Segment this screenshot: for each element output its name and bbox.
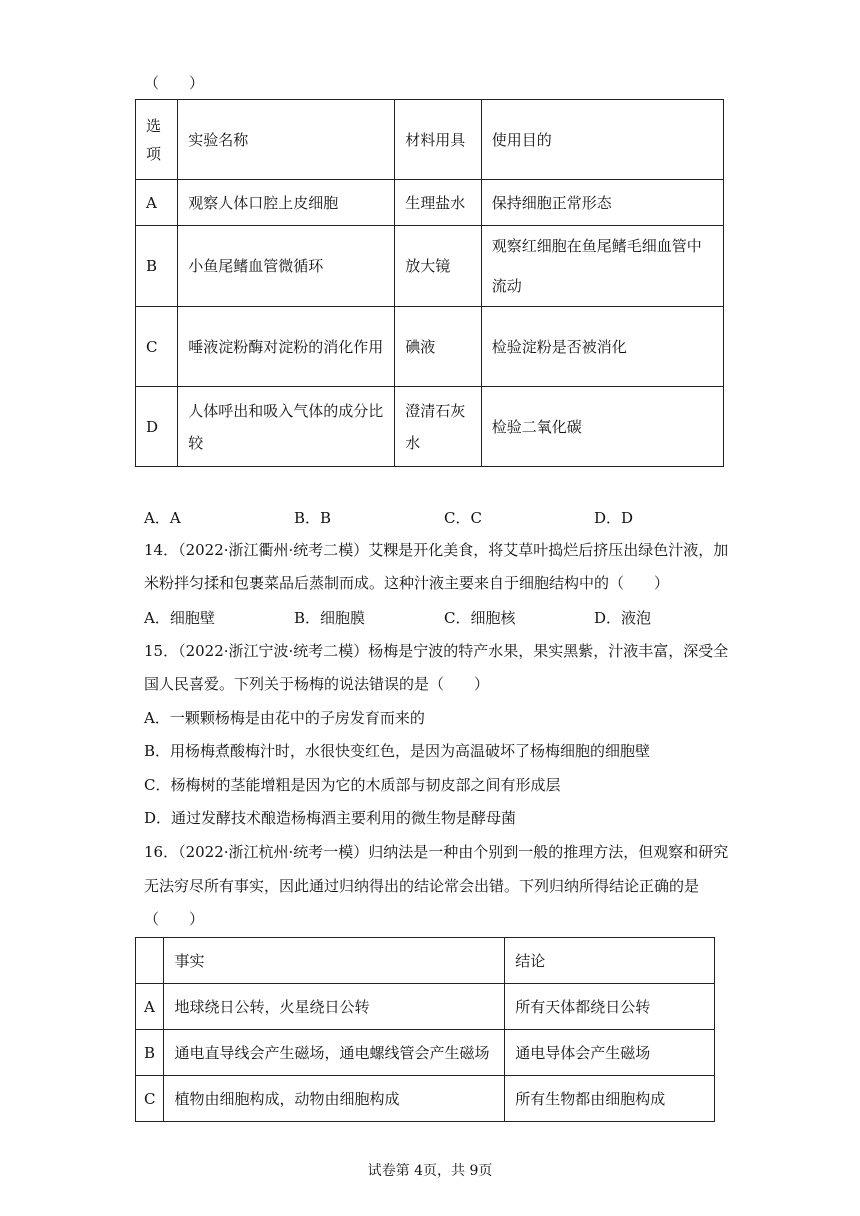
- cell-experiment: 小鱼尾鳍血管微循环: [178, 226, 395, 307]
- header-cell-fact: 事实: [164, 938, 505, 984]
- q14-option-c[interactable]: C．细胞核: [444, 609, 516, 627]
- cell-purpose: 检验二氧化碳: [481, 387, 723, 467]
- table-row: [136, 1076, 715, 1122]
- cell-option: A: [136, 180, 178, 226]
- induction-table: [135, 937, 715, 1122]
- table-row: [136, 984, 715, 1030]
- q16-stem-line2: 无法穷尽所有事实，因此通过归纳得出的结论常会出错。下列归纳所得结论正确的是: [144, 877, 700, 895]
- q13-option-c[interactable]: C．C: [444, 509, 482, 527]
- table-row: [136, 180, 724, 226]
- cell-materials: 放大镜: [395, 226, 481, 307]
- q15-stem-line1: 15．（2022·浙江宁波·统考二模）杨梅是宁波的特产水果，果实黑紫，汁液丰富，深受全: [144, 642, 729, 660]
- cell-option: C: [136, 307, 178, 387]
- cell-purpose: 观察红细胞在鱼尾鳍毛细血管中流动: [481, 226, 723, 307]
- q13-option-b[interactable]: B．B: [294, 509, 332, 527]
- q15-option-c[interactable]: C．杨梅树的茎能增粗是因为它的木质部与韧皮部之间有形成层: [144, 776, 561, 794]
- q14-option-d[interactable]: D．液泡: [594, 609, 652, 627]
- cell-conclusion: 所有天体都绕日公转: [505, 984, 715, 1030]
- cell-option: A: [136, 984, 164, 1030]
- cell-fact: 植物由细胞构成，动物由细胞构成: [164, 1076, 505, 1122]
- experiment-table: [135, 99, 724, 467]
- q16-answer-paren: （ ）: [144, 910, 205, 928]
- q13-option-d[interactable]: D．D: [594, 509, 634, 527]
- header-cell-experiment: 实验名称: [178, 100, 395, 180]
- cell-option: B: [136, 226, 178, 307]
- header-cell-conclusion: 结论: [505, 938, 715, 984]
- table-row: [136, 226, 724, 307]
- cell-conclusion: 通电导体会产生磁场: [505, 1030, 715, 1076]
- q14-option-a[interactable]: A．细胞壁: [144, 609, 215, 627]
- q13-option-a[interactable]: A．A: [144, 509, 181, 527]
- header-option-line2: 项: [146, 144, 162, 163]
- cell-experiment: 唾液淀粉酶对淀粉的消化作用: [178, 307, 395, 387]
- table-row: [136, 387, 724, 467]
- cell-option: D: [136, 387, 178, 467]
- table-row: [136, 307, 724, 387]
- cell-materials: 碘液: [395, 307, 481, 387]
- cell-option: B: [136, 1030, 164, 1076]
- table-header-row: [136, 100, 724, 180]
- cell-option: C: [136, 1076, 164, 1122]
- q14-option-b[interactable]: B．细胞膜: [294, 609, 366, 627]
- q15-option-b[interactable]: B．用杨梅煮酸梅汁时，水很快变红色，是因为高温破坏了杨梅细胞的细胞壁: [144, 742, 651, 760]
- q15-option-a[interactable]: A．一颗颗杨梅是由花中的子房发育而来的: [144, 709, 425, 727]
- question-13-answer-paren: （ ）: [144, 74, 205, 92]
- cell-purpose: 检验淀粉是否被消化: [481, 307, 723, 387]
- header-option-line1: 选: [146, 116, 162, 135]
- cell-materials: 澄清石灰水: [395, 387, 481, 467]
- table-row: [136, 1030, 715, 1076]
- cell-fact: 地球绕日公转，火星绕日公转: [164, 984, 505, 1030]
- header-cell-blank: [136, 938, 164, 984]
- cell-fact: 通电直导线会产生磁场，通电螺线管会产生磁场: [164, 1030, 505, 1076]
- cell-purpose: 保持细胞正常形态: [481, 180, 723, 226]
- page-footer: 试卷第 4页，共 9页: [367, 1163, 493, 1179]
- header-cell-materials: 材料用具: [395, 100, 481, 180]
- cell-experiment: 观察人体口腔上皮细胞: [178, 180, 395, 226]
- header-cell-purpose: 使用目的: [481, 100, 723, 180]
- q14-stem-line2: 米粉拌匀揉和包裹菜品后蒸制而成。这种汁液主要来自于细胞结构中的（ ）: [144, 574, 670, 592]
- q15-stem-line2: 国人民喜爱。下列关于杨梅的说法错误的是（ ）: [144, 675, 490, 693]
- table-header-row: [136, 938, 715, 984]
- q15-option-d[interactable]: D．通过发酵技术酿造杨梅酒主要利用的微生物是酵母菌: [144, 809, 517, 827]
- cell-experiment: 人体呼出和吸入气体的成分比较: [178, 387, 395, 467]
- cell-conclusion: 所有生物都由细胞构成: [505, 1076, 715, 1122]
- header-cell-option: [136, 100, 178, 180]
- q14-stem-line1: 14．（2022·浙江衢州·统考二模）艾粿是开化美食，将艾草叶捣烂后挤压出绿色汁液，加: [144, 541, 729, 559]
- q16-stem-line1: 16．（2022·浙江杭州·统考一模）归纳法是一种由个别到一般的推理方法，但观察和研究: [144, 843, 729, 861]
- cell-materials: 生理盐水: [395, 180, 481, 226]
